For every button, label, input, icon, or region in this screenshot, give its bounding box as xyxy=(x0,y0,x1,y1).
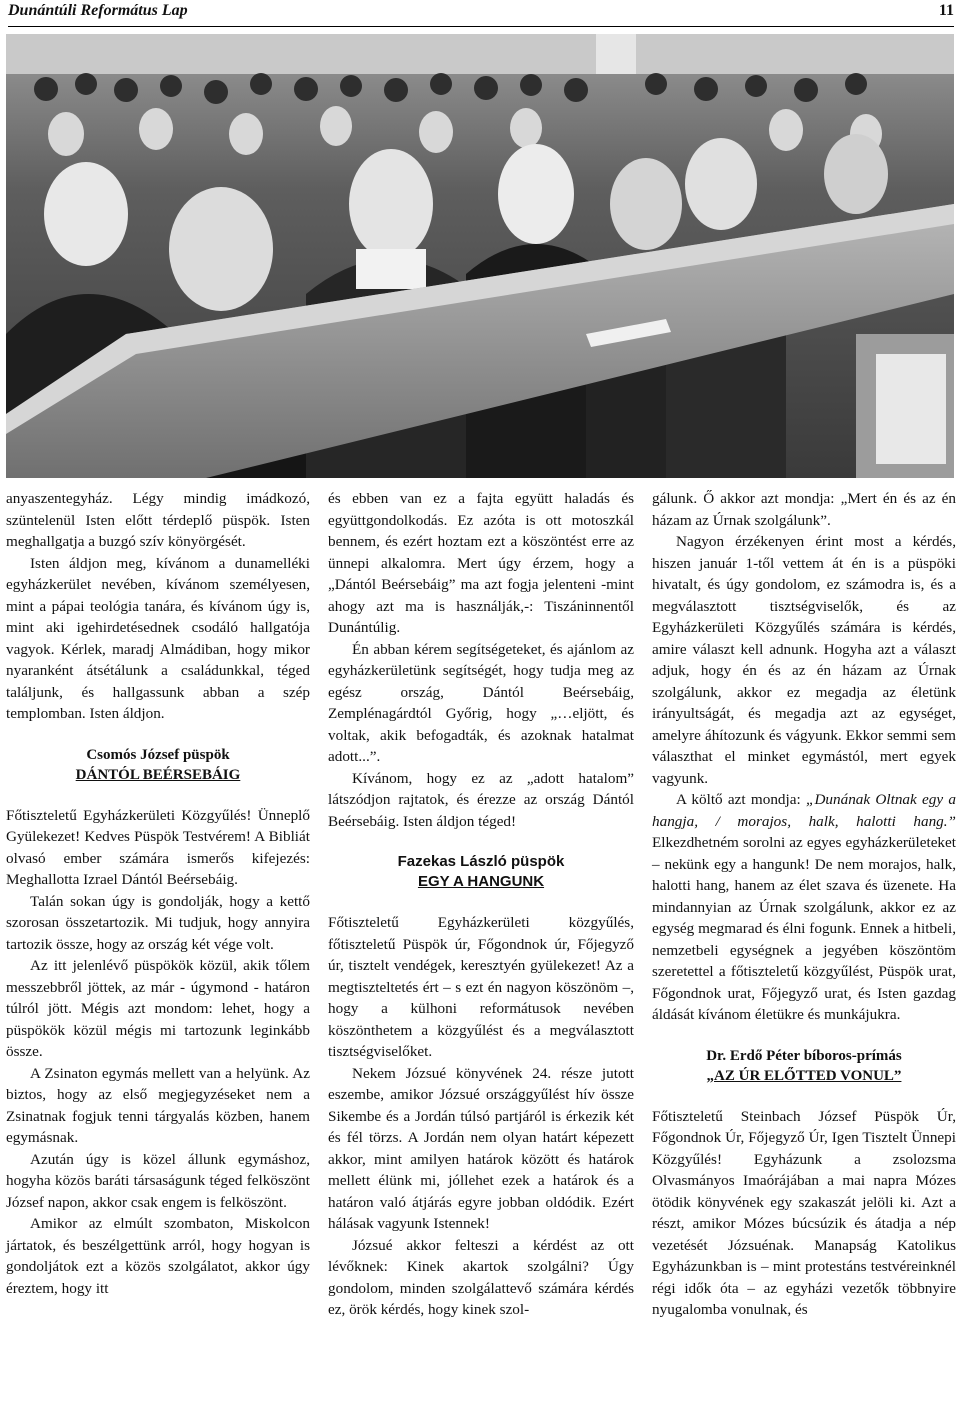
page-header xyxy=(8,0,954,24)
article-title: DÁNTÓL BEÉRSEBÁIG xyxy=(75,766,241,783)
paragraph: és ebben van ez a fajta együtt haladás és együttgondolkodás. Ez azóta is ott motoszkál bennem, és ezért hoztam ezt a köszöntést erre az ünnepi alkalomra. Mert úgy érzem, hogy a „Dántól Beérsebáig” ma azt fogja jelenteni -mint ahogy azt ma is használják,-: Tiszáninnentől Dunántúlig. xyxy=(328,490,634,636)
author-name: Fazekas László püspök xyxy=(397,853,565,870)
author-name: Dr. Erdő Péter bíboros-prímás xyxy=(706,1047,902,1064)
page-number: 11 xyxy=(938,2,954,19)
column-2 xyxy=(328,488,634,1321)
paragraph-lead: A költő azt mondja: xyxy=(676,791,806,808)
paragraph: Én abban kérem segítségeteket, és ajánlom az egyházkerületünk segítségét, hogy tudja meg az egész ország, Dántól Beérsebáig, Zemplénagárdtól Győrig, hogy „…eljött, és voltak, akik befogadták, és azoknak hatalmat adott...”. xyxy=(328,640,634,765)
paragraph: anyaszentegyház. Légy mindig imádkozó, szüntelenül Isten előtt térdeplő püspök. Isten meghallgatja a buzgó szív könyörgését. xyxy=(6,490,310,550)
article-heading xyxy=(652,1046,956,1086)
paragraph: Nekem Józsué könyvének 24. része jutott eszembe, amikor Józsué országgyűlést hív össze Sikembe és a Jordán túlsó partjáról is érkezik két és fél törzs. A Jordán nem olyan határt képezett akkor, mint amilyen határok között és határok mellett élünk mi, jóllehet ezek a határok és a határon való átjárás egyre jobban oldódik. Ezért hálásak vagyunk Istennek! xyxy=(328,1064,634,1232)
paragraph: Józsué akkor felteszi a kérdést az ott lévőknek: Kinek akartok szolgálni? Úgy gondolom, minden szolgálattevő számára kérdés ez, örök kérdés, hogy kinek szol- xyxy=(328,1236,634,1318)
author-name: Csomós József püspök xyxy=(86,746,230,763)
photo-church-assembly xyxy=(6,34,954,478)
paragraph: Amikor az elmúlt szombaton, Miskolcon jártatok, és beszélgettünk arról, hogy hogyan is gondoljátok ezt a közös szolgálatot, akkor úgy éreztem, hogy itt xyxy=(6,1215,310,1297)
paragraph: Főtiszteletű Steinbach József Püspök Úr, Főgondnok Úr, Főjegyző Úr, Igen Tisztelt Ünnepi Közgyűlés! Egyházunk a zsolozsma Olvasmányos Imaórájában a mai napra Mózes ötödik könyvének egy szakaszát jelöli ki. Azt a részt, amikor Mózes búcsúzik és átadja a nép vezetését Józsuénak. Manapság Katolikus Egyházunkban is – mint protestáns testvéreinknél régi idők óta – az egyházi vezetők többnyire nyugalomba vonulnak, és xyxy=(652,1107,956,1318)
publication-title: Dunántúli Református Lap xyxy=(8,2,188,19)
paragraph: Főtiszteletű Egyházkerületi Közgyűlés! Ünneplő Gyülekezet! Kedves Püspök Testvérem! A Bibliát olvasó ember számára ismerős kifejezés: Meghallotta Izrael Dántól Beérsebáig. xyxy=(6,806,310,888)
article-title: EGY A HANGUNK xyxy=(417,873,545,890)
column-3 xyxy=(652,488,956,1321)
photo-illustration xyxy=(6,34,954,478)
paragraph: Isten áldjon meg, kívánom a dunamelléki egyházkerület nevében, kívánom személyesen, mint a pápai teológia tanára, és kívánom úgy is, mint aki igehirdetésednek csodáló hallgatója vagyok. Kérlek, maradj Almádiban, hogy mikor nyaranként átsétálunk a családunkkal, téged találjunk, és hallgassunk abban a szép templomban. Isten áldjon. xyxy=(6,554,310,722)
column-1 xyxy=(6,488,310,1299)
paragraph: gálunk. Ő akkor azt mondja: „Mert én és az én házam az Úrnak szolgálunk”. xyxy=(652,490,956,529)
paragraph: Talán sokan úgy is gondolják, hogy a kettő szorosan összetartozik. Mi tudjuk, hogy annyira tartozik össze, hogy az ország két vége volt. xyxy=(6,892,310,953)
header-rule xyxy=(8,26,954,27)
article-title: „AZ ÚR ELŐTTED VONUL” xyxy=(706,1067,902,1084)
paragraph: Kívánom, hogy ez az „adott hatalom” látszódjon rajtatok, és érezze az ország Dántól Beérsebáig. Isten áldjon téged! xyxy=(328,769,634,830)
poem-quote: „Dunának Oltnak egy a hangja, / morajos, halk, halotti hang.” xyxy=(652,791,956,830)
paragraph: Főtiszteletű Egyházkerületi közgyűlés, főtiszteletű Püspök úr, Főgondnok úr, Főjegyző úr, tisztelt vendégek, keresztyén gyülekezet! Az a megtiszteltetés ért – s ezt én nagyon köszönöm –, hogy a külhoni reformátusok nevében köszönthetem a közgyűlést és a megválasztott tisztségviselőket. xyxy=(328,914,634,1060)
paragraph: Az itt jelenlévő püspökök közül, akik tőlem messzebbről jöttek, az már - úgymond - határon túlról jött. Mégis azt mondom: lehet, hogy a püspökök közül mégis mi tartozunk leginkább össze. xyxy=(6,957,310,1060)
paragraph: Nagyon érzékenyen érint most a kérdés, hiszen január 1-től vettem át én is a püspöki hivatalt, és úgy gondolom, ez számodra is, és a megválasztott tisztségviselők, és az Egyházkerületi Közgyűlés számára is kérdés, amire választ kell adnunk. Hogyha azt a választ adjuk, hogy én és az én házam az Úrnak szolgálunk, akkor ez megadja az életünk irányultságát, és megadja azt az egységet, amelyre áhítozunk és vágyunk. Ekkor semmi sem választhat el minket egymástól, mert egyek vagyunk. xyxy=(652,533,956,787)
article-heading xyxy=(6,745,310,785)
paragraph: Azután úgy is közel állunk egymáshoz, hogyha közös baráti társaságunk téged felköszönt József napon, akkor csak engem is felköszönt. xyxy=(6,1150,310,1211)
paragraph: A Zsinaton egymás mellett van a helyünk. Az biztos, hogy az első megjegyzéseket nem a Zsinatnak fogjuk tenni tárgyalás közben, hanem egymásnak. xyxy=(6,1064,310,1146)
paragraph-rest: Elkezdhetném sorolni az egyes egyházkerületeket – nekünk egy a hangunk! De nem morajos, halk, halotti hang, hanem az élet szava és üzenete. Ha mindannyian az Úrnak szolgálunk, akkor ez az egység megmarad és élni fogunk. Ennek a hitbeli, nemzetbeli egységnek a jegyében köszöntöm szeretettel a főtiszteletű közgyűlést, Püspök urat, Főgondnok urat, Főjegyző urat, és Isten gazdag áldását kívánom életükre és munkájukra. xyxy=(652,834,956,1023)
article-heading xyxy=(328,852,634,892)
paragraph xyxy=(652,789,956,1026)
